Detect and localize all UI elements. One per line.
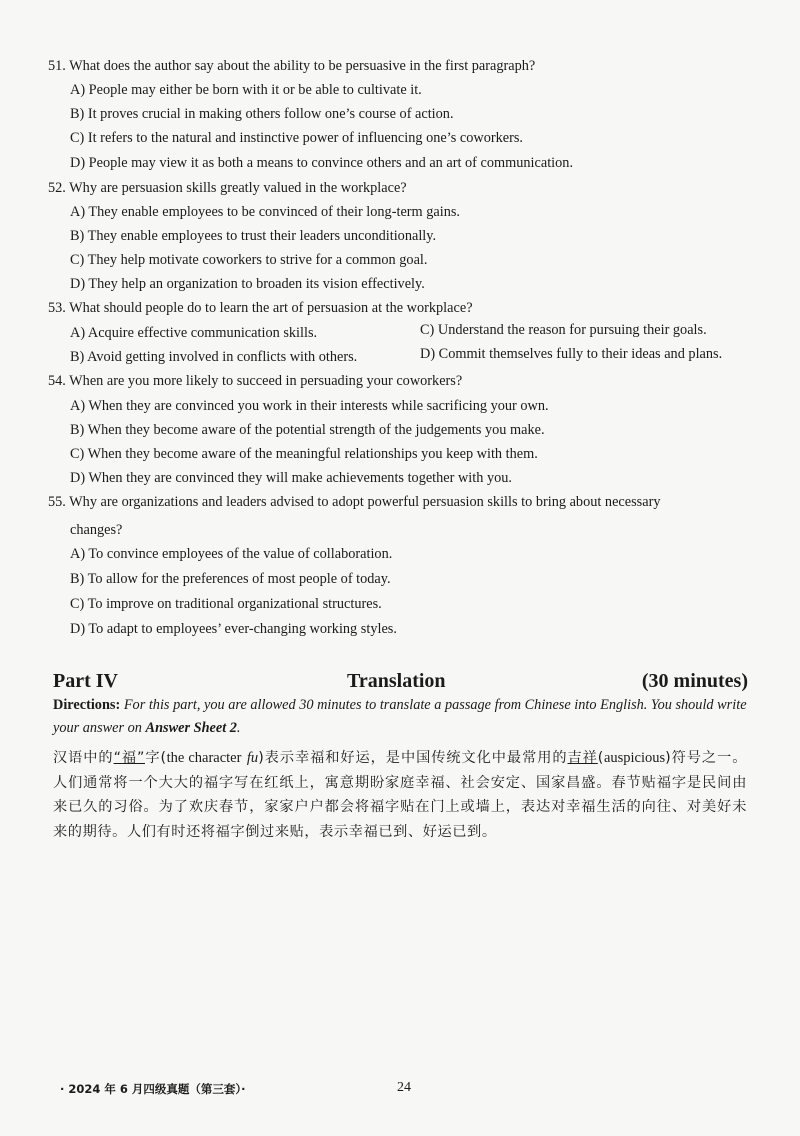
option-55-c: C) To improve on traditional organizational structures.	[70, 596, 382, 612]
question-stem: 55. Why are organizations and leaders advised to adopt powerful persuasion skills to bring about necessary	[48, 494, 661, 510]
part-header	[53, 670, 748, 696]
option-54-c: C) When they become aware of the meaningful relationships you keep with them.	[70, 446, 538, 462]
option-53-c: C) Understand the reason for pursuing their goals.	[420, 322, 707, 338]
underlined-fu: “福”	[113, 750, 145, 766]
question-stem: 54. When are you more likely to succeed in persuading your coworkers?	[48, 373, 463, 389]
question-stem: 53. What should people do to learn the art of persuasion at the workplace?	[48, 300, 473, 316]
part-label: Part IV	[53, 670, 118, 692]
directions-text: For this part, you are allowed 30 minutes to translate a passage from Chinese into English. You should write your answer on	[53, 697, 747, 736]
option-51-c: C) It refers to the natural and instinctive power of influencing one’s coworkers.	[70, 130, 523, 146]
passage-text: (	[597, 750, 604, 766]
option-52-c: C) They help motivate coworkers to strive for a common goal.	[70, 252, 428, 268]
question-53	[48, 300, 753, 316]
option-53-d: D) Commit themselves fully to their ideas and plans.	[420, 346, 723, 362]
option-51-b: B) It proves crucial in making others follow one’s course of action.	[70, 106, 454, 122]
option-55-b: B) To allow for the preferences of most people of today.	[70, 571, 391, 587]
part-time-limit: (30 minutes)	[641, 670, 748, 692]
underlined-jixiang: 吉祥	[567, 750, 598, 766]
question-stem: 51. What does the author say about the ability to be persuasive in the first paragraph?	[48, 58, 536, 74]
english-gloss-auspicious: auspicious	[603, 750, 666, 766]
english-gloss: the character	[166, 750, 242, 766]
page-number: 24	[397, 1080, 411, 1095]
directions-end: .	[236, 720, 241, 736]
passage-text: 汉语中的	[53, 750, 114, 766]
option-55-a: A) To convince employees of the value of collaboration.	[70, 546, 393, 562]
question-51	[48, 58, 753, 74]
option-52-a: A) They enable employees to be convinced of their long-term gains.	[70, 204, 460, 220]
option-51-a: A) People may either be born with it or be able to cultivate it.	[70, 82, 422, 98]
option-51-d: D) People may view it as both a means to convince others and an art of communication.	[70, 155, 574, 171]
footer-exam-label: · 2024 年 6 月四级真题（第三套）·	[60, 1082, 246, 1096]
option-53-a: A) Acquire effective communication skills.	[70, 325, 318, 341]
question-52	[48, 180, 753, 196]
translation-passage	[53, 746, 747, 844]
passage-text: 字(	[144, 750, 167, 766]
directions	[53, 694, 749, 740]
directions-label: Directions:	[53, 697, 121, 713]
english-gloss-fu: fu	[246, 750, 259, 766]
question-55	[48, 494, 753, 510]
option-54-a: A) When they are convinced you work in their interests while sacrificing your own.	[70, 398, 549, 414]
question-55-stem-continued: changes?	[70, 522, 123, 538]
option-54-d: D) When they are convinced they will make achievements together with you.	[70, 470, 512, 486]
option-53-b: B) Avoid getting involved in conflicts with others.	[70, 349, 358, 365]
option-55-d: D) To adapt to employees’ ever-changing working styles.	[70, 621, 397, 637]
part-title: Translation	[347, 670, 446, 692]
option-52-d: D) They help an organization to broaden its vision effectively.	[70, 276, 425, 292]
option-54-b: B) When they become aware of the potential strength of the judgements you make.	[70, 422, 545, 438]
option-52-b: B) They enable employees to trust their leaders unconditionally.	[70, 228, 437, 244]
question-stem: 52. Why are persuasion skills greatly valued in the workplace?	[48, 180, 407, 196]
answer-sheet-label: Answer Sheet 2	[145, 720, 237, 736]
passage-text: )表示幸福和好运，是中国传统文化中最常用的	[258, 750, 568, 766]
passage-text: )符号之一。人们通常将一个大大的福字写在红纸上，寓意期盼家庭幸福、社会安定、国家昌盛。春节贴福字是民间由来已久的习俗。为了欢庆春节，家家户户都会将福字贴在门上或墙上，表达对幸福生活的向往、对美好未来的期待。人们有时还将福字倒过来贴，表示幸福已到、好运已到。	[53, 750, 747, 840]
question-54	[48, 373, 753, 389]
